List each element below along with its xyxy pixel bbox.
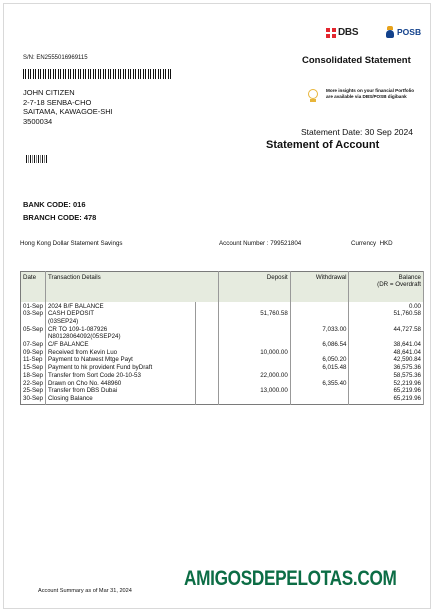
cell-date: 01-Sep: [21, 302, 46, 311]
cell-date: 05-Sep: [21, 326, 46, 334]
cell-details-zh: [196, 341, 219, 349]
statement-title-text: Statement of Account: [266, 139, 380, 151]
table-row: [21, 387, 424, 395]
cell-date: 07-Sep: [21, 341, 46, 349]
cell-date: [21, 318, 46, 326]
cell-details: C/F BALANCE: [45, 341, 196, 349]
cell-withdrawal: [290, 333, 349, 341]
cell-date: 22-Sep: [21, 380, 46, 388]
currency-label: Currency: [351, 240, 377, 247]
cell-details-zh: [196, 318, 219, 326]
cell-balance: 58,575.36: [349, 372, 424, 380]
cell-deposit: [219, 302, 291, 311]
cell-balance: 38,641.04: [349, 341, 424, 349]
account-currency: [351, 240, 393, 247]
bank-codes: [23, 199, 96, 224]
statement-date: Statement Date: 30 Sep 2024: [301, 127, 413, 137]
cell-balance: 65,219.96: [349, 387, 424, 395]
address-barcode: [23, 69, 171, 79]
cell-date: 09-Sep: [21, 349, 46, 357]
account-title: [20, 240, 123, 247]
cell-date: 30-Sep: [21, 395, 46, 404]
cell-balance: 52,219.96: [349, 380, 424, 388]
cell-balance: 51,760.58: [349, 310, 424, 318]
address-line: 2-7-18 SENBA-CHO: [23, 97, 92, 107]
posb-logo: [385, 26, 421, 38]
address-line: 3500034: [23, 116, 53, 126]
address-line: SAITAMA, KAWAGOE-SHI: [23, 107, 113, 117]
cell-date: [21, 333, 46, 341]
dbs-logo: [326, 27, 358, 38]
header-details: Transaction Details: [45, 272, 218, 302]
lightbulb-icon: [306, 88, 320, 104]
cell-details: CR TO 109-1-087926: [45, 326, 196, 334]
cell-details: 2024 B/F BALANCE: [45, 302, 196, 311]
cell-details: Transfer from Sort Code 20-10-53: [45, 372, 196, 380]
cell-withdrawal: [290, 302, 349, 311]
cell-withdrawal: 7,033.00: [290, 326, 349, 334]
cell-deposit: [219, 380, 291, 388]
cell-withdrawal: [290, 395, 349, 404]
cell-details-zh: [196, 372, 219, 380]
table-row: [21, 318, 424, 326]
table-row: [21, 310, 424, 318]
watermark-text: AMIGOSDEPELOTAS.COM: [184, 567, 397, 590]
serial-number: S/N: EN2555016969115: [23, 55, 88, 61]
cell-balance: [349, 318, 424, 326]
cell-deposit: [219, 395, 291, 404]
cell-details-zh: [196, 380, 219, 388]
cell-balance: 65,219.96: [349, 395, 424, 404]
cell-details: Received from Kevin Luo: [45, 349, 196, 357]
table-row: [21, 356, 424, 364]
table-row: [21, 380, 424, 388]
cell-balance: 42,590.84: [349, 356, 424, 364]
cell-balance: 44,727.58: [349, 326, 424, 334]
cell-balance: [349, 333, 424, 341]
cell-details-zh: [196, 387, 219, 395]
cell-details: Drawn on Cho No. 448960: [45, 380, 196, 388]
cell-balance: 36,575.36: [349, 364, 424, 372]
statement-title: [266, 139, 379, 151]
account-number-text: Account Number : 799521804: [219, 240, 302, 247]
header-withdrawal: Withdrawal: [290, 272, 349, 302]
account-summary-note: Account Summary as of Mar 31, 2024: [38, 588, 132, 594]
cell-details: CASH DEPOSIT: [45, 310, 196, 318]
cell-withdrawal: 6,015.48: [290, 364, 349, 372]
cell-deposit: 10,000.00: [219, 349, 291, 357]
small-barcode: [26, 155, 48, 163]
currency-value: HKD: [379, 240, 393, 247]
table-row: [21, 326, 424, 334]
bank-code: BANK CODE: 016: [23, 200, 86, 209]
cell-details-zh: [196, 356, 219, 364]
dbs-logo-text: DBS: [338, 27, 359, 38]
table-row: [21, 364, 424, 372]
cell-withdrawal: 6,086.54: [290, 341, 349, 349]
table-header-row: [21, 272, 424, 302]
header-deposit: Deposit: [219, 272, 291, 302]
cell-withdrawal: [290, 318, 349, 326]
cell-balance: 0.00: [349, 302, 424, 311]
cell-deposit: 22,000.00: [219, 372, 291, 380]
digibank-insight-banner: [306, 88, 421, 104]
consolidated-statement-label: Consolidated Statement: [302, 55, 411, 66]
cell-withdrawal: [290, 349, 349, 357]
dbs-star-icon: [326, 28, 336, 38]
cell-details: Payment to Natwest Mtge Payt: [45, 356, 196, 364]
table-row: [21, 395, 424, 404]
insight-text: More insights on your financial Portfolio are available via DBS/POSB digibank: [326, 88, 415, 99]
cell-withdrawal: 6,050.20: [290, 356, 349, 364]
cell-details-zh: [196, 310, 219, 318]
branch-code: BRANCH CODE: 478: [23, 212, 97, 222]
cell-date: 11-Sep: [21, 356, 46, 364]
cell-withdrawal: [290, 387, 349, 395]
table-row: [21, 302, 424, 311]
cell-deposit: 13,000.00: [219, 387, 291, 395]
cell-date: 15-Sep: [21, 364, 46, 372]
cell-details-zh: [196, 333, 219, 341]
cell-details-zh: [196, 395, 219, 404]
cell-details: Payment to hk provident Fund byDraft: [45, 364, 196, 372]
cell-date: 25-Sep: [21, 387, 46, 395]
cell-details-zh: [196, 302, 219, 311]
mailing-address: [23, 88, 113, 126]
cell-withdrawal: 6,355.40: [290, 380, 349, 388]
cell-withdrawal: [290, 310, 349, 318]
table-row: [21, 333, 424, 341]
cell-details-zh: [196, 326, 219, 334]
cell-details-zh: [196, 364, 219, 372]
account-title-text: Hong Kong Dollar Statement Savings: [20, 240, 123, 247]
cell-withdrawal: [290, 372, 349, 380]
cell-deposit: [219, 333, 291, 341]
cell-deposit: [219, 318, 291, 326]
cell-date: 18-Sep: [21, 372, 46, 380]
posb-mascot-icon: [385, 26, 395, 38]
transactions-table: [20, 271, 424, 405]
cell-deposit: [219, 364, 291, 372]
cell-date: 03-Sep: [21, 310, 46, 318]
cell-deposit: [219, 356, 291, 364]
cell-details: (03SEP24): [45, 318, 196, 326]
cell-details: Closing Balance: [45, 395, 196, 404]
header-date: Date: [21, 272, 46, 302]
address-line: JOHN CITIZEN: [23, 88, 75, 97]
statement-page: [3, 3, 431, 609]
cell-deposit: 51,760.58: [219, 310, 291, 318]
cell-balance: 48,641.04: [349, 349, 424, 357]
table-row: [21, 349, 424, 357]
table-row: [21, 372, 424, 380]
cell-details: N80128064092(05SEP24): [45, 333, 196, 341]
cell-deposit: [219, 341, 291, 349]
posb-logo-text: POSB: [397, 27, 422, 37]
account-number: [219, 240, 301, 247]
cell-details: Transfer from DBS Dubai: [45, 387, 196, 395]
cell-details-zh: [196, 349, 219, 357]
cell-deposit: [219, 326, 291, 334]
table-row: [21, 341, 424, 349]
header-balance: Balance (DR = Overdraft: [349, 272, 424, 302]
